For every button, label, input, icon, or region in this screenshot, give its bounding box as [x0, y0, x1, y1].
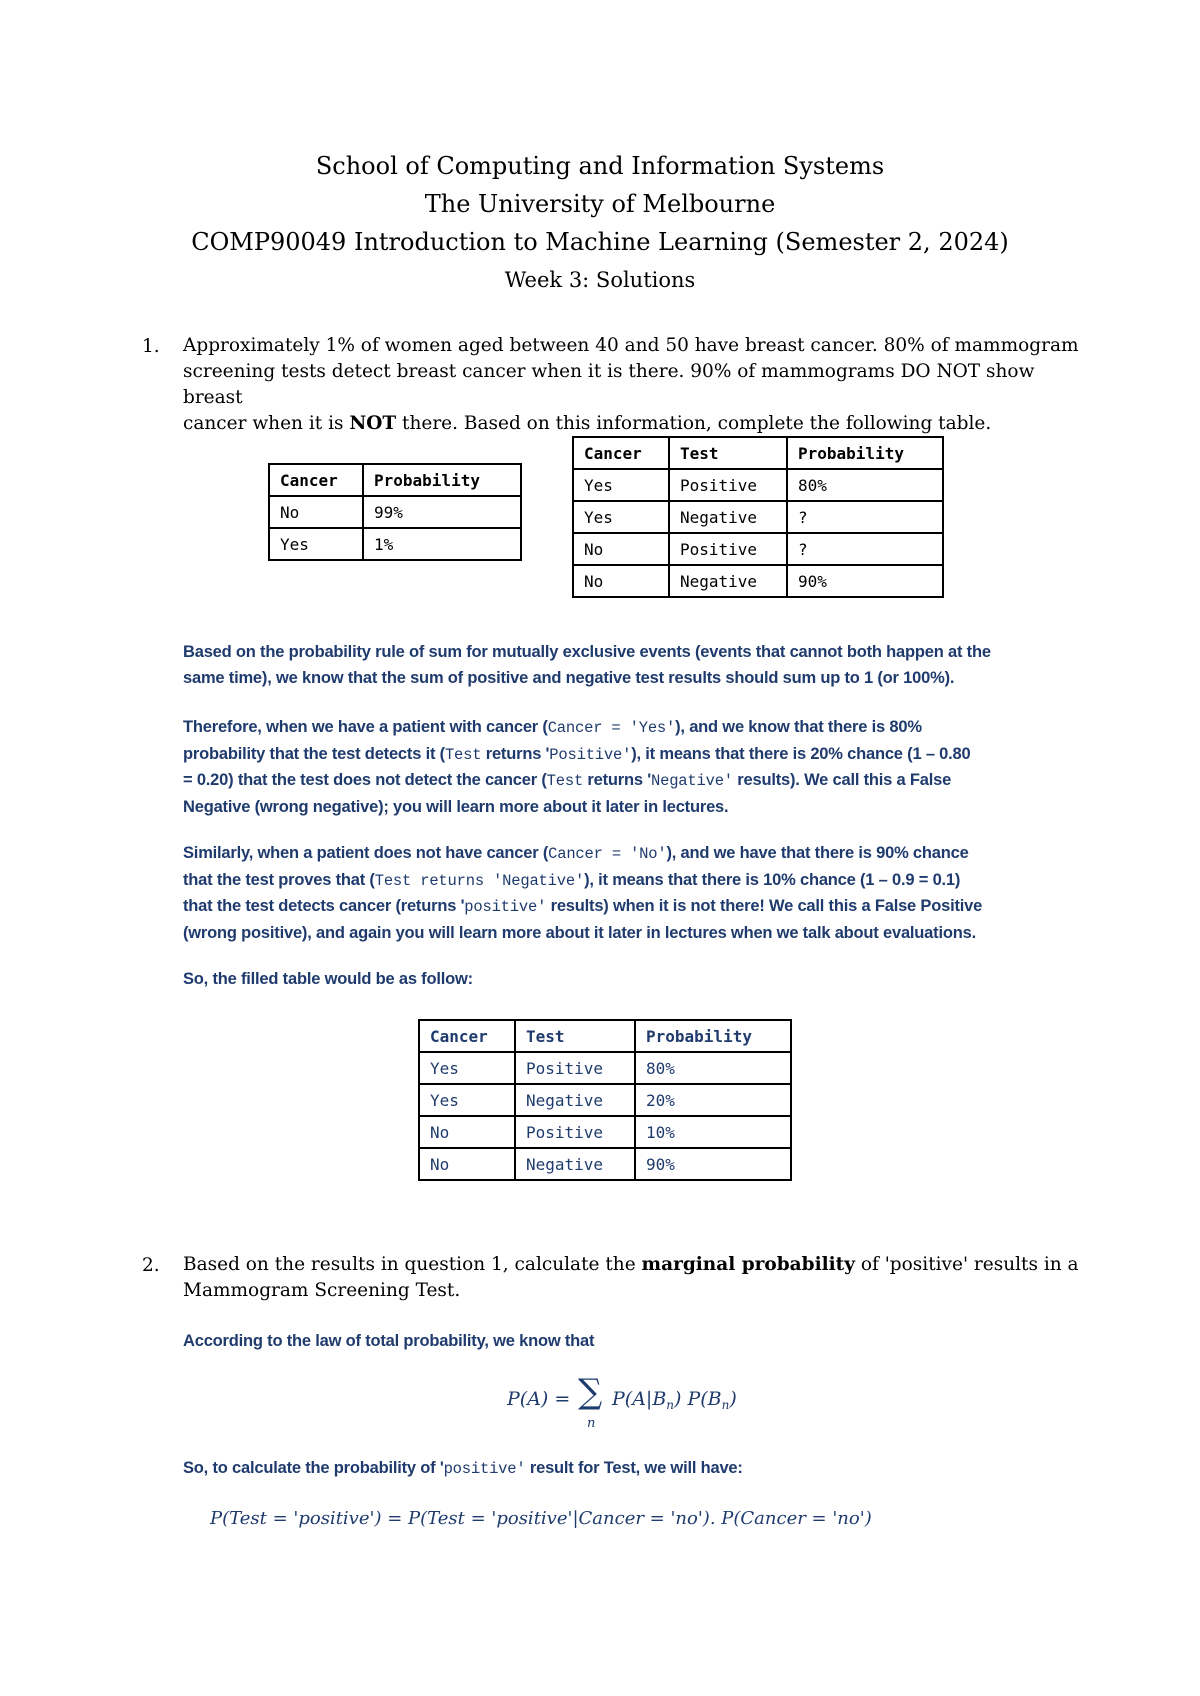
school-name: School of Computing and Information Systems [315, 152, 885, 180]
table-header-row: Cancer Test Probability [419, 1020, 791, 1052]
question-1-text [183, 333, 1083, 437]
question-2-number: 2. [142, 1255, 160, 1276]
total-probability-lhs: P(A) = [507, 1388, 571, 1410]
q1-line-2: screening tests detect breast cancer when it is there. 90% of mammograms DO NOT show breast [183, 361, 1035, 408]
prior-probability-table [268, 463, 522, 561]
university-name: The University of Melbourne [424, 190, 776, 218]
table-row: No 99% [269, 496, 521, 528]
table-row: Yes Negative ? [573, 501, 943, 533]
table-row: Yes Positive 80% [573, 469, 943, 501]
answer-paragraph-4: So, the filled table would be as follow: [183, 970, 473, 988]
table-row: Yes Positive 80% [419, 1052, 791, 1084]
q1-line-3: cancer when it is NOT there. Based on this information, complete the following table. [183, 413, 992, 434]
table-row: Yes 1% [269, 528, 521, 560]
course-title: COMP90049 Introduction to Machine Learning (Semester 2, 2024) [191, 228, 1009, 256]
q2-answer-paragraph-1: According to the law of total probability, we know that [183, 1332, 595, 1350]
week-subtitle: Week 3: Solutions [504, 268, 696, 292]
table-header-row: Cancer Probability [269, 464, 521, 496]
conditional-probability-table [572, 436, 944, 598]
q2-answer-paragraph-2: So, to calculate the probability of 'positive' result for Test, we will have: [183, 1459, 743, 1478]
question-2-text: Based on the results in question 1, calculate the marginal probability of 'positive' results in a Mammogram Screening Test. [183, 1254, 1079, 1301]
table-row: Yes Negative 20% [419, 1084, 791, 1116]
answer-paragraph-3: Similarly, when a patient does not have cancer (Cancer = 'No'), and we have that there is 90% chance that the test proves that (Test returns 'Negative'), it means that there is 10% chance (1 – 0.9 = 0.1) that the test detects cancer (returns 'positive' results) when it is not there! We call this a False Positive (wrong positive), and again you will learn more about it later in lectures when we talk about evaluations. [183, 844, 983, 942]
summation-symbol: ∑ [578, 1372, 603, 1412]
total-probability-rhs: $P(A|B_n)$ $P(B_n)$ [612, 1388, 737, 1412]
positive-result-formula: P(Test = 'positive') = P(Test = 'positive'|Cancer = 'no'). P(Cancer = 'no') [210, 1508, 872, 1529]
question-1-number: 1. [142, 336, 160, 357]
answer-paragraph-2: Therefore, when we have a patient with cancer (Cancer = 'Yes'), and we know that there is 80% probability that the test detects it (Test returns 'Positive'), it means that there is 20% chance (1 – 0.80 = 0.20) that the test does not detect the cancer (Test returns 'Negative' results). We call this a False Negative (wrong negative); you will learn more about it later in lectures. [183, 718, 971, 816]
table-header-row: Cancer Test Probability [573, 437, 943, 469]
summation-index: n [587, 1416, 596, 1431]
filled-probability-table [418, 1019, 792, 1181]
table-row: No Negative 90% [419, 1148, 791, 1180]
q1-line-1: Approximately 1% of women aged between 40 and 50 have breast cancer. 80% of mammogram [183, 335, 1079, 356]
table-row: No Positive 10% [419, 1116, 791, 1148]
answer-paragraph-1: Based on the probability rule of sum for mutually exclusive events (events that cannot both happen at the same time), we know that the sum of positive and negative test results should sum up to 1 (or 100%). [183, 643, 991, 687]
table-row: No Negative 90% [573, 565, 943, 597]
table-row: No Positive ? [573, 533, 943, 565]
